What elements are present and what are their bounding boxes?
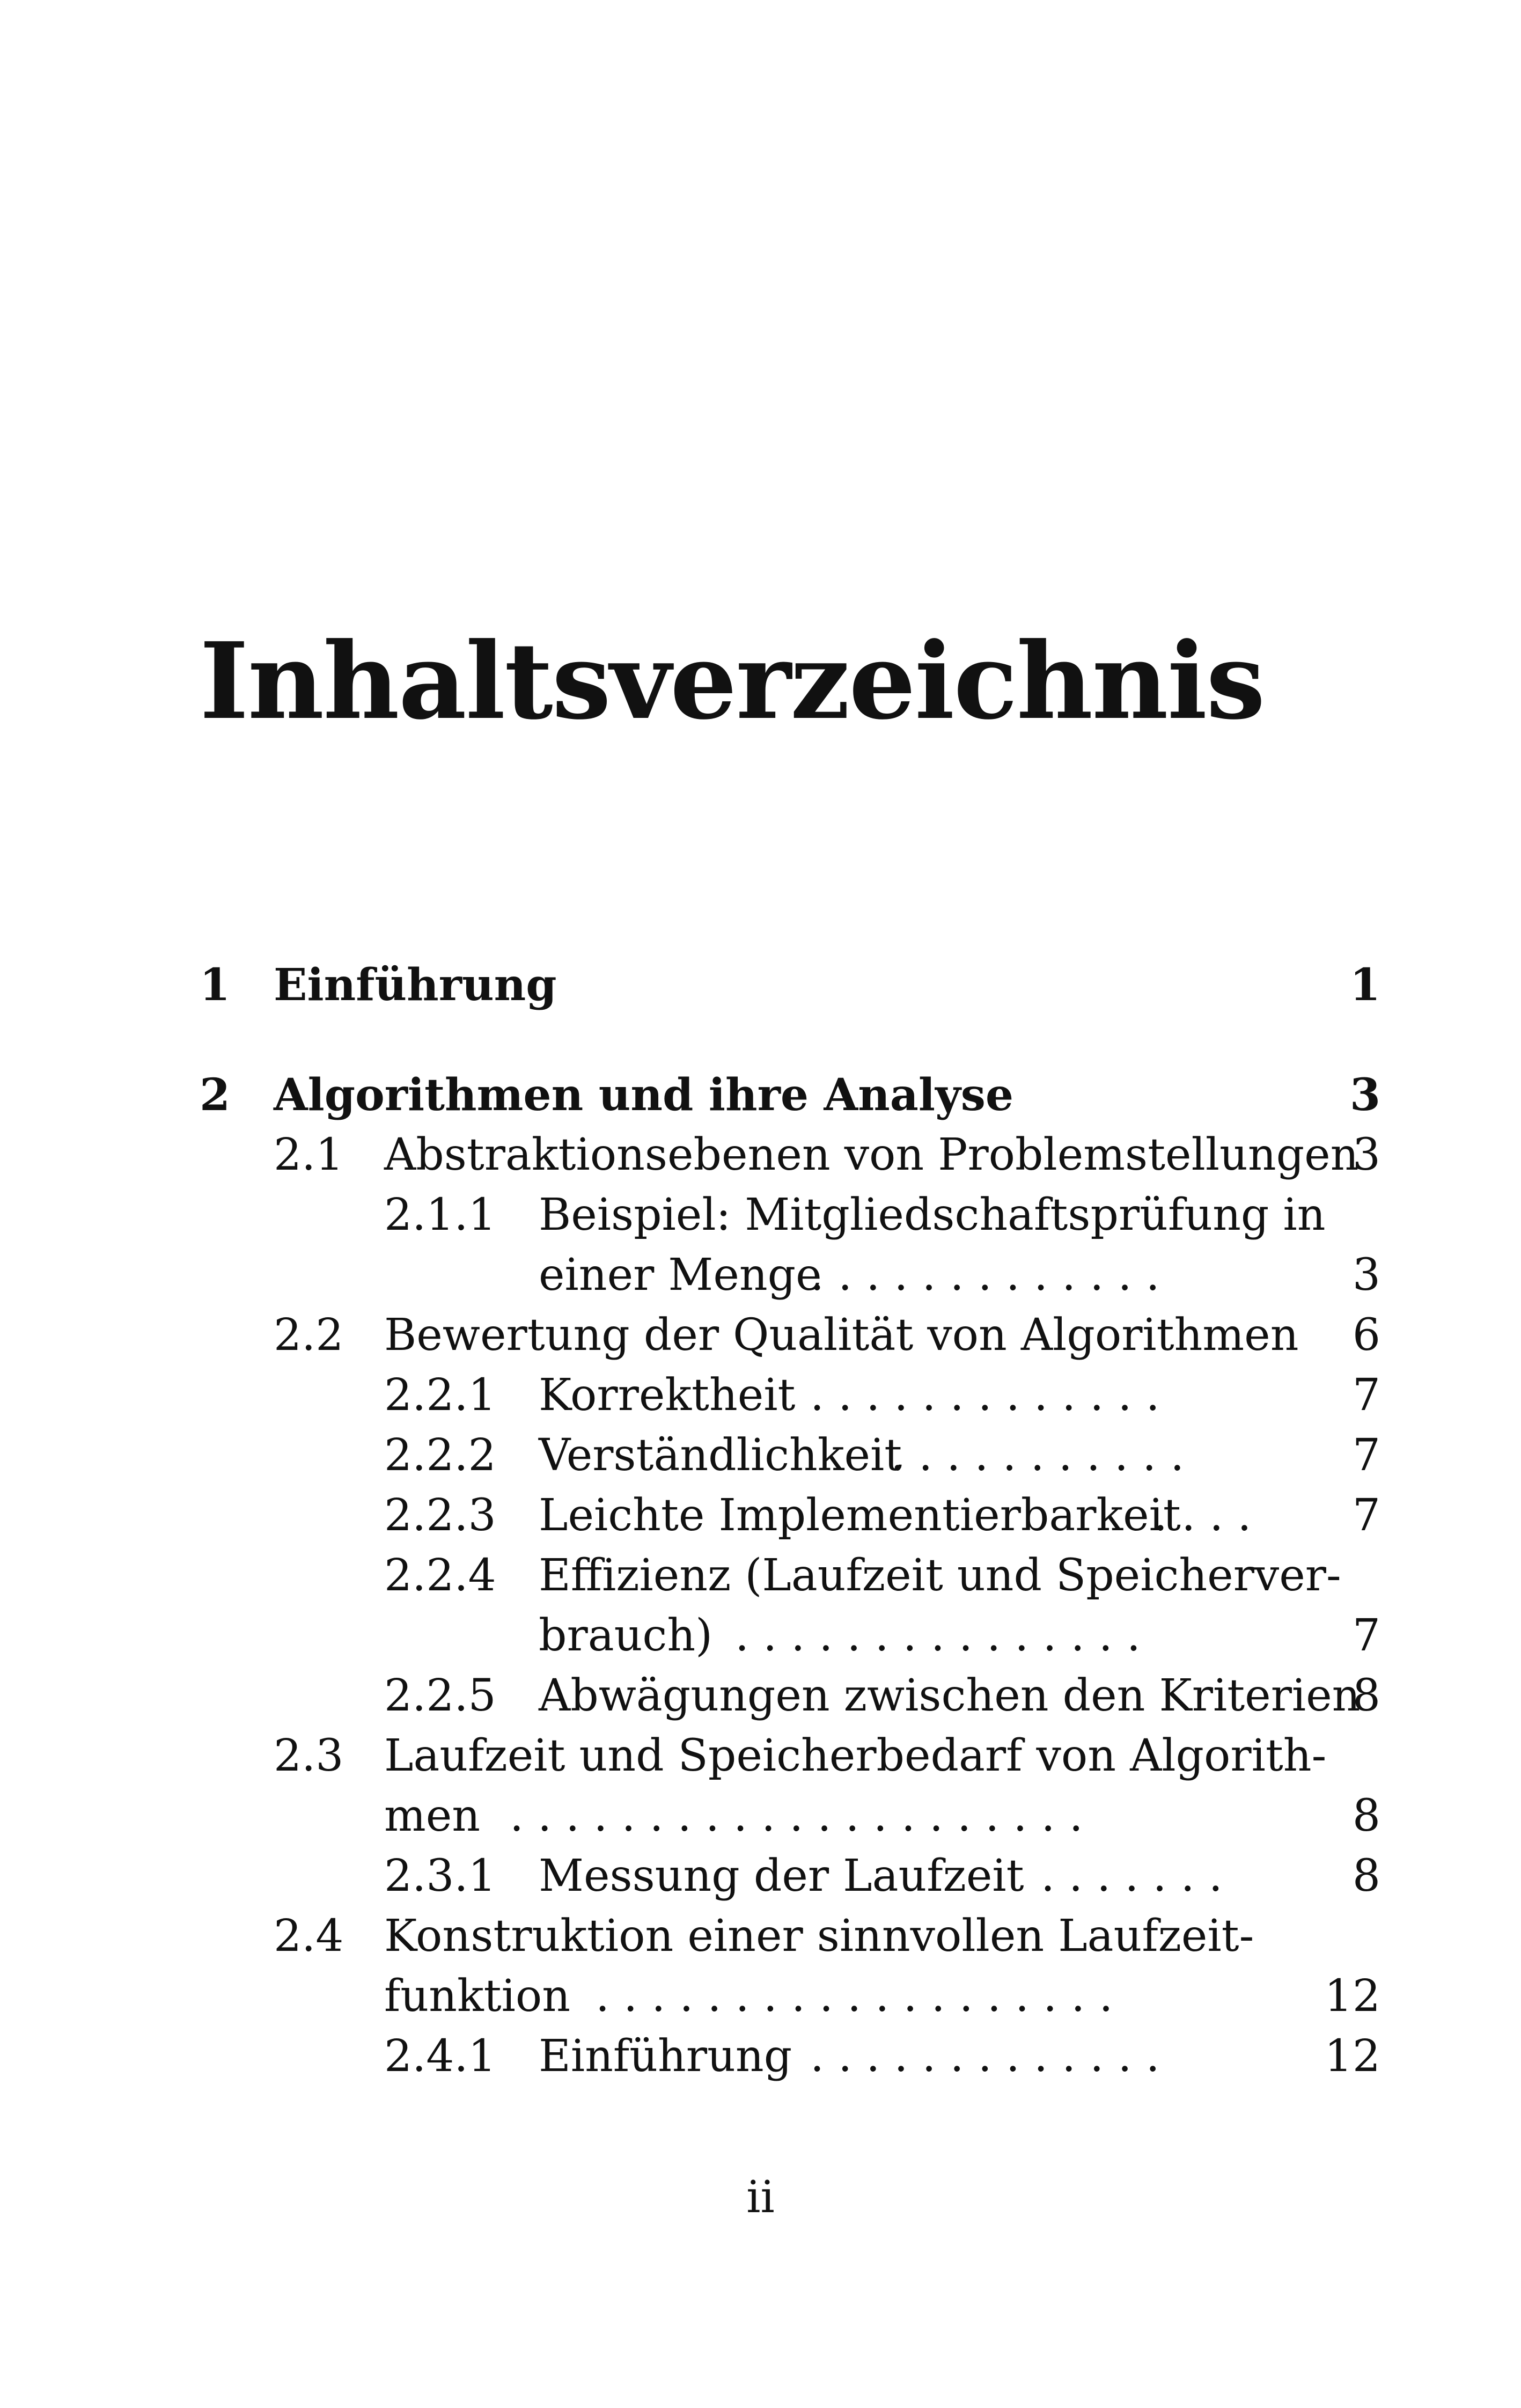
toc-entry-title: Algorithmen und ihre Analyse <box>274 1069 1014 1121</box>
toc-entry-page: 12 <box>1324 2031 1380 2082</box>
toc-entry-chapter-2[interactable] <box>0 1065 1521 1125</box>
toc-entry-title-line-2: funktion <box>384 1971 571 2022</box>
toc-entry-page: 8 <box>1352 1851 1380 1902</box>
toc-entry-number: 2.2 <box>274 1310 344 1361</box>
dot-leader: . . . . . . . . . . . . . . . . . . . . . <box>510 1790 1083 1841</box>
dot-leader: . . . . . . . . . . . . . <box>810 1250 1160 1301</box>
toc-entry-title: Leichte Implementierbarkeit <box>539 1490 1181 1541</box>
toc-entry-page: 1 <box>1349 959 1380 1011</box>
toc-entry-page: 3 <box>1349 1069 1380 1121</box>
toc-heading: Inhaltsverzeichnis <box>200 620 1265 743</box>
toc-entry-title-line-1: Beispiel: Mitgliedschaftsprüfung in <box>539 1190 1326 1240</box>
toc-entry-title: Korrektheit <box>539 1370 796 1421</box>
toc-entry-number: 2.2.4 <box>384 1550 496 1601</box>
toc-entry-number: 2 <box>200 1069 231 1121</box>
toc-entry-title-line-1: Effizienz (Laufzeit und Speicherver- <box>539 1550 1341 1601</box>
toc-entry-title-line-1: Konstruktion einer sinnvollen Laufzeit- <box>384 1911 1254 1962</box>
toc-entry-number: 2.2.1 <box>384 1370 496 1421</box>
toc-entry-page: 7 <box>1352 1430 1380 1481</box>
dot-leader: . . . . . . . . . . . . . <box>810 2031 1160 2082</box>
dot-leader: . . . . . . . . . . . . . . . . . . . <box>596 1971 1113 2022</box>
toc-entry-subsection-2-3-1[interactable] <box>0 1846 1521 1906</box>
dot-leader: . . . . . . . <box>1041 1851 1223 1902</box>
toc-entry-title: Einführung <box>539 2031 792 2082</box>
toc-entry-chapter-1[interactable] <box>0 955 1521 1015</box>
toc-entry-title: Messung der Laufzeit <box>539 1851 1024 1902</box>
toc-entry-number: 2.3 <box>274 1730 344 1781</box>
toc-entry-page: 3 <box>1352 1129 1380 1180</box>
toc-entry-number: 2.2.3 <box>384 1490 496 1541</box>
toc-entry-page: 8 <box>1352 1790 1380 1841</box>
toc-entry-number: 2.1.1 <box>384 1190 496 1240</box>
toc-entry-number: 2.2.2 <box>384 1430 496 1481</box>
toc-entry-page: 12 <box>1324 1971 1380 2022</box>
toc-entry-page: 6 <box>1352 1310 1380 1361</box>
toc-entry-section-2-3-cont[interactable] <box>0 1786 1521 1846</box>
toc-entry-number: 2.1 <box>274 1129 344 1180</box>
toc-entry-title: Abstraktionsebenen von Problemstellungen <box>384 1129 1359 1180</box>
toc-entry-title: Verständlichkeit <box>539 1430 902 1481</box>
toc-entry-title: Bewertung der Qualität von Algorithmen <box>384 1310 1299 1361</box>
page-number-footer: ii <box>746 2172 775 2223</box>
dot-leader: . . . . . . . . . . . <box>891 1430 1185 1481</box>
toc-entry-page: 3 <box>1352 1250 1380 1301</box>
toc-entry-page: 8 <box>1352 1670 1380 1721</box>
toc-entry-number: 2.3.1 <box>384 1851 496 1902</box>
toc-entry-page: 7 <box>1352 1370 1380 1421</box>
dot-leader: . . . . . . . . . . . . . <box>810 1370 1160 1421</box>
toc-entry-subsection-2-2-4[interactable] <box>0 1546 1521 1606</box>
toc-entry-page: 7 <box>1352 1490 1380 1541</box>
toc-entry-title-line-2: men <box>384 1790 481 1841</box>
toc-entry-subsection-2-2-2[interactable] <box>0 1426 1521 1486</box>
toc-entry-page: 7 <box>1352 1610 1380 1661</box>
toc-entry-title: Abwägungen zwischen den Kriterien <box>539 1670 1361 1721</box>
toc-entry-number: 2.4 <box>274 1911 344 1962</box>
toc-entry-title-line-2: brauch) <box>539 1610 713 1661</box>
toc-entry-title: Einführung <box>274 959 557 1011</box>
toc-entry-subsection-2-2-1[interactable] <box>0 1365 1521 1426</box>
toc-entry-number: 1 <box>200 959 231 1011</box>
toc-entry-section-2-4[interactable] <box>0 1906 1521 1966</box>
toc-entry-section-2-4-cont[interactable] <box>0 1966 1521 2027</box>
dot-leader: . . . . . . . . . . . . . . . <box>735 1610 1141 1661</box>
toc-entry-subsection-2-2-3[interactable] <box>0 1486 1521 1546</box>
toc-entry-subsection-2-4-1[interactable] <box>0 2027 1521 2087</box>
toc-entry-section-2-3[interactable] <box>0 1726 1521 1786</box>
toc-entry-title-line-1: Laufzeit und Speicherbedarf von Algorith- <box>384 1730 1327 1781</box>
toc-entry-subsection-2-1-1-cont[interactable] <box>0 1245 1521 1305</box>
toc-entry-number: 2.2.5 <box>384 1670 496 1721</box>
dot-leader: . . . . <box>1153 1490 1252 1541</box>
toc-entry-title-line-2: einer Menge <box>539 1250 822 1301</box>
toc-entry-subsection-2-2-4-cont[interactable] <box>0 1606 1521 1666</box>
toc-entry-subsection-2-1-1[interactable] <box>0 1185 1521 1245</box>
toc-entry-section-2-1[interactable] <box>0 1125 1521 1185</box>
toc-entry-section-2-2[interactable] <box>0 1305 1521 1365</box>
toc-entry-number: 2.4.1 <box>384 2031 496 2082</box>
toc-entry-subsection-2-2-5[interactable] <box>0 1666 1521 1726</box>
